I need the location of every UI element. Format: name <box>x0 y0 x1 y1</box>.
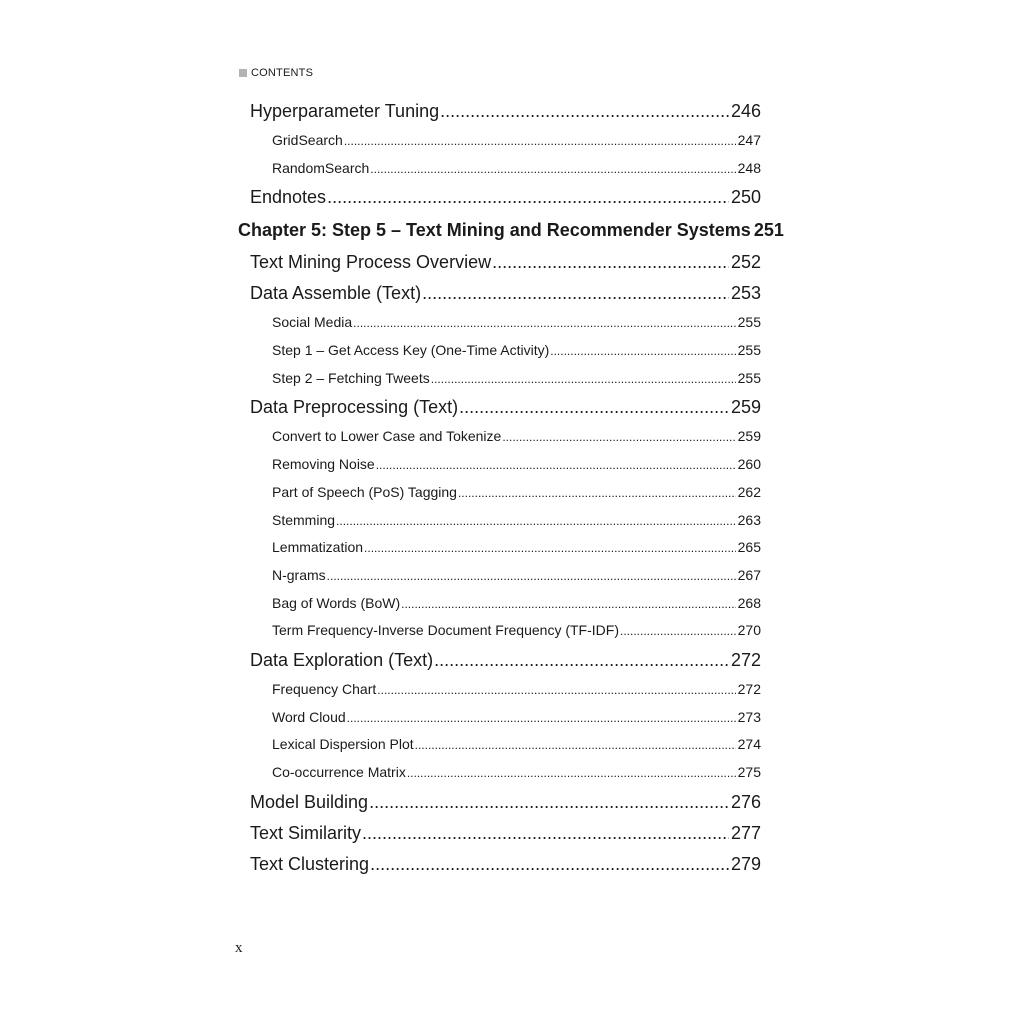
entry-page-number: 252 <box>730 252 761 273</box>
dot-leader <box>458 479 736 508</box>
entry-page-number: 276 <box>730 791 761 812</box>
section-entry <box>236 849 761 880</box>
chapter-entry <box>236 213 784 247</box>
entry-title: Co-occurrence Matrix <box>272 764 406 780</box>
page-number: x <box>235 940 243 956</box>
entry-title: Term Frequency-Inverse Document Frequency (TF-IDF) <box>272 622 619 639</box>
entry-page-number: 259 <box>737 428 761 445</box>
subsection-entry <box>236 617 761 645</box>
entry-title: Lemmatization <box>272 539 364 556</box>
dot-leader <box>459 392 729 423</box>
entry-page-number: 255 <box>737 342 761 359</box>
subsection-entry <box>236 562 761 590</box>
entry-title: Part of Speech (PoS) Tagging <box>272 483 457 500</box>
dot-leader <box>327 182 729 213</box>
dot-leader <box>492 247 729 278</box>
dot-leader <box>415 731 736 760</box>
dot-leader <box>370 849 729 880</box>
entry-page-number: 273 <box>737 708 761 725</box>
dot-leader <box>422 278 729 309</box>
dot-leader <box>550 337 735 366</box>
section-entry <box>236 182 761 213</box>
entry-title: Hyperparameter Tuning <box>250 101 440 121</box>
subsection-entry <box>236 590 761 618</box>
entry-title: Social Media <box>272 314 353 331</box>
subsection-entry <box>236 704 761 732</box>
dot-leader <box>347 704 736 733</box>
entry-title: Frequency Chart <box>272 680 377 697</box>
subsection-entry <box>236 479 761 507</box>
entry-page-number: 246 <box>730 101 761 121</box>
subsection-entry <box>236 337 761 365</box>
entry-title: Text Mining Process Overview <box>250 252 492 273</box>
section-entry <box>236 247 761 278</box>
entry-page-number: 268 <box>737 594 761 611</box>
entry-page-number: 255 <box>737 369 761 386</box>
dot-leader <box>440 96 729 127</box>
entry-title: Step 2 – Fetching Tweets <box>272 369 430 386</box>
subsection-entry <box>236 534 761 562</box>
dot-leader <box>401 590 736 619</box>
subsection-entry <box>236 127 761 155</box>
entry-title: Removing Noise <box>272 456 375 473</box>
dot-leader <box>376 451 736 480</box>
entry-page-number: 272 <box>737 680 761 697</box>
entry-page-number: 247 <box>737 132 761 148</box>
table-of-contents <box>236 96 784 880</box>
entry-title: Data Exploration (Text) <box>250 649 434 670</box>
dot-leader <box>327 562 736 591</box>
dot-leader <box>344 127 736 156</box>
entry-title: Data Preprocessing (Text) <box>250 397 459 418</box>
entry-title: Text Similarity <box>250 822 362 843</box>
dot-leader <box>364 534 736 563</box>
subsection-entry <box>236 731 761 759</box>
entry-title: Bag of Words (BoW) <box>272 594 401 611</box>
entry-page-number: 260 <box>737 456 761 473</box>
entry-title: Step 1 – Get Access Key (One-Time Activity) <box>272 342 550 359</box>
entry-page-number: 253 <box>730 283 761 304</box>
dot-leader <box>370 155 735 184</box>
entry-page-number: 255 <box>737 314 761 331</box>
entry-page-number: 259 <box>730 397 761 418</box>
subsection-entry <box>236 423 761 451</box>
entry-page-number: 275 <box>737 764 761 780</box>
dot-leader <box>362 818 729 849</box>
entry-page-number: 248 <box>737 159 761 176</box>
entry-page-number: 279 <box>730 853 761 874</box>
entry-page-number: 251 <box>753 220 784 241</box>
subsection-entry <box>236 365 761 393</box>
dot-leader <box>434 645 729 676</box>
entry-page-number: 250 <box>730 187 761 208</box>
entry-page-number: 272 <box>730 649 761 670</box>
entry-title: Chapter 5: Step 5 – Text Mining and Recommender Systems <box>238 220 751 241</box>
entry-page-number: 262 <box>737 483 761 500</box>
section-entry <box>236 392 761 423</box>
section-entry <box>236 818 761 849</box>
entry-title: N-grams <box>272 566 326 583</box>
dot-leader <box>336 507 736 536</box>
entry-title: Model Building <box>250 791 369 812</box>
subsection-entry <box>236 507 761 535</box>
section-entry <box>236 645 761 676</box>
dot-leader <box>369 787 729 818</box>
header-label: CONTENTS <box>251 67 314 79</box>
entry-title: Stemming <box>272 511 336 528</box>
entry-page-number: 277 <box>730 822 761 843</box>
section-entry <box>236 787 761 818</box>
section-entry <box>236 278 761 309</box>
entry-title: Word Cloud <box>272 708 346 725</box>
dot-leader <box>377 676 735 705</box>
running-header <box>239 67 313 79</box>
entry-title: Convert to Lower Case and Tokenize <box>272 428 502 445</box>
header-square-icon <box>239 69 247 77</box>
entry-title: Endnotes <box>250 187 327 208</box>
subsection-entry <box>236 451 761 479</box>
subsection-entry <box>236 309 761 337</box>
entry-title: GridSearch <box>272 132 343 148</box>
dot-leader <box>502 423 735 452</box>
subsection-entry <box>236 155 761 183</box>
dot-leader <box>620 617 736 646</box>
entry-title: Text Clustering <box>250 853 370 874</box>
entry-page-number: 270 <box>737 622 761 639</box>
entry-title: RandomSearch <box>272 159 370 176</box>
entry-title: Lexical Dispersion Plot <box>272 736 414 753</box>
entry-page-number: 263 <box>737 511 761 528</box>
entry-page-number: 274 <box>737 736 761 753</box>
entry-title: Data Assemble (Text) <box>250 283 422 304</box>
subsection-entry <box>236 759 761 787</box>
dot-leader <box>407 759 736 788</box>
dot-leader <box>431 365 736 394</box>
dot-leader <box>353 309 735 338</box>
section-entry <box>236 96 761 127</box>
entry-page-number: 267 <box>737 566 761 583</box>
entry-page-number: 265 <box>737 539 761 556</box>
subsection-entry <box>236 676 761 704</box>
